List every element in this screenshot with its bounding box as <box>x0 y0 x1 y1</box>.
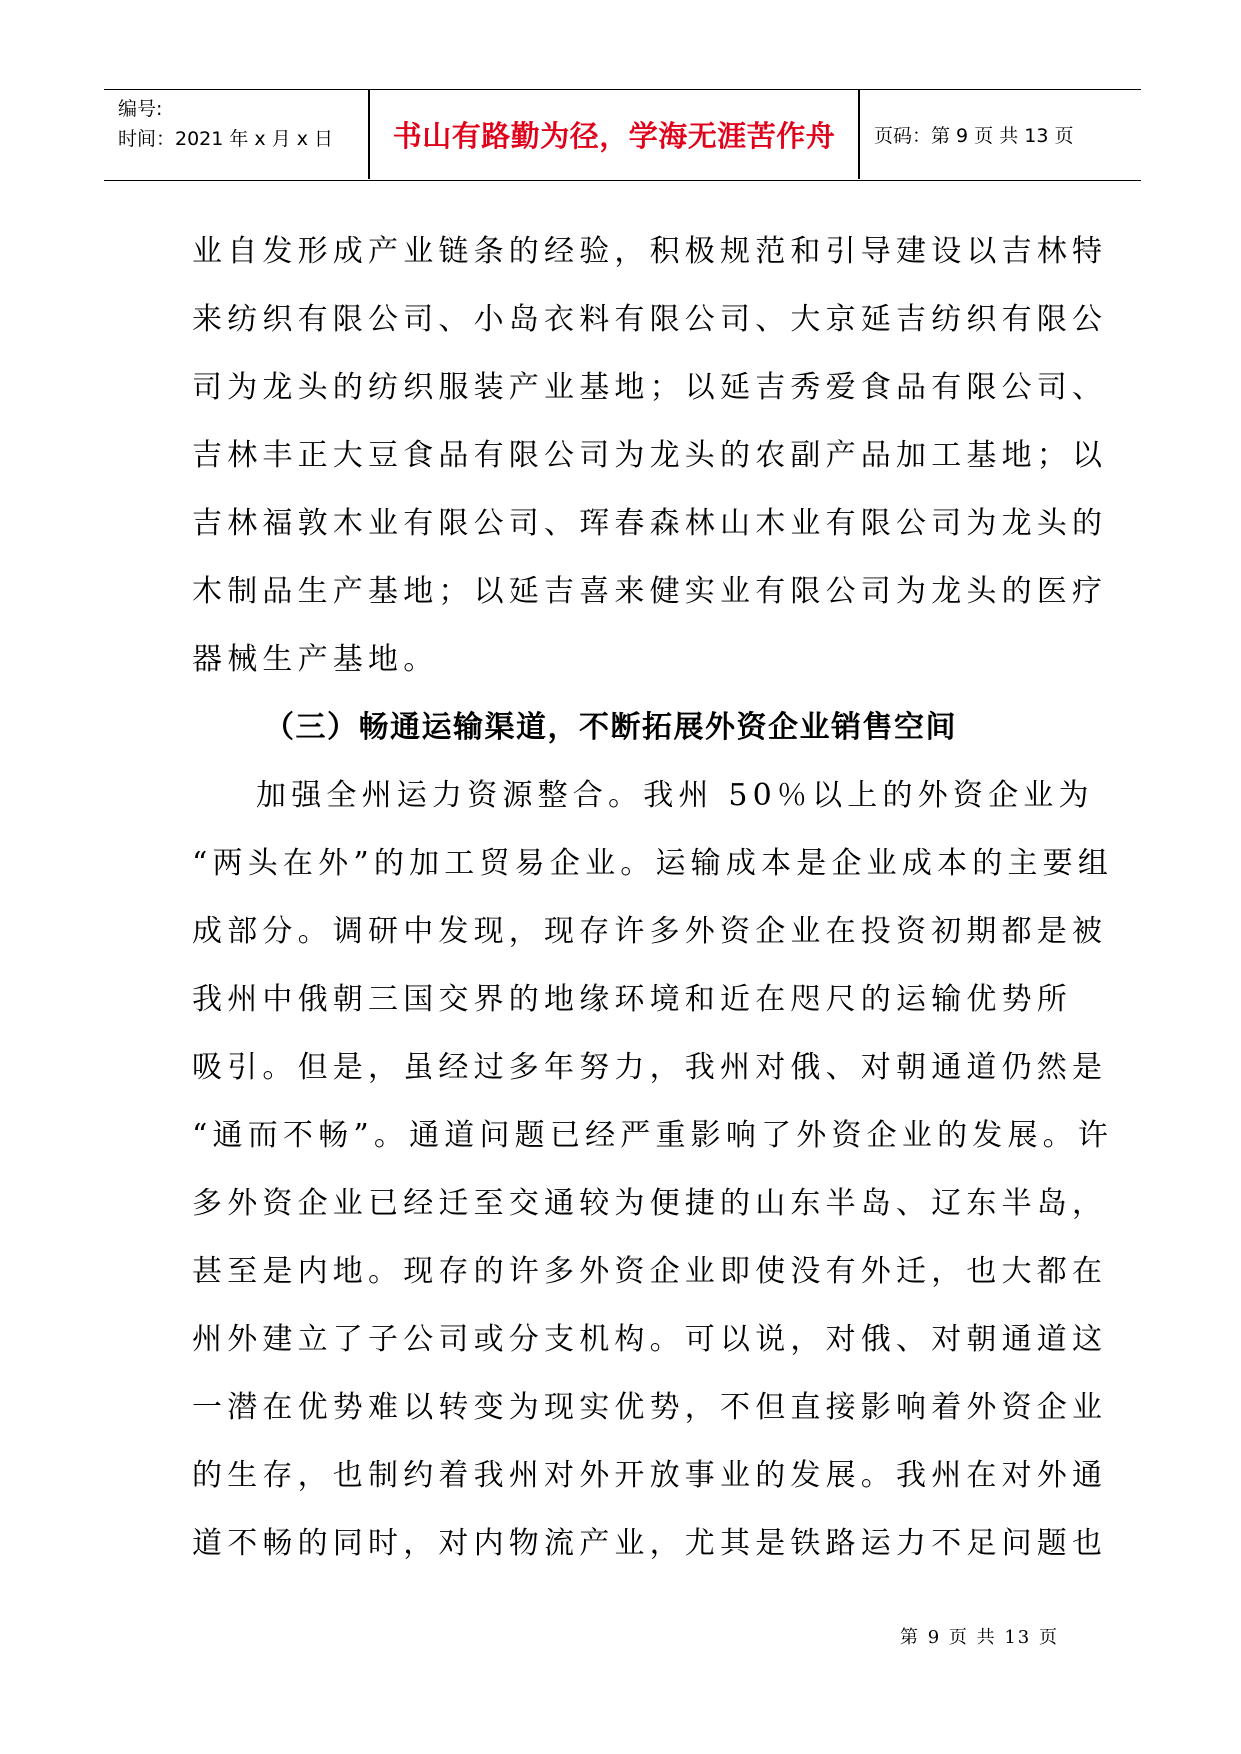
document-body <box>192 218 1114 1578</box>
text-line: 州外建立了子公司或分支机构。可以说，对俄、对朝通道这 <box>192 1322 1108 1357</box>
text-line: “两头在外”的加工贸易企业。运输成本是企业成本的主要组 <box>192 846 1114 881</box>
header-divider <box>858 90 860 179</box>
text-line: 一潜在优势难以转变为现实优势，不但直接影响着外资企业 <box>192 1390 1108 1425</box>
text-line: 吉林福敦木业有限公司、珲春森林山木业有限公司为龙头的 <box>192 506 1108 541</box>
text-line: 成部分。调研中发现，现存许多外资企业在投资初期都是被 <box>192 914 1108 949</box>
text-line: 道不畅的同时，对内物流产业，尤其是铁路运力不足问题也 <box>192 1526 1108 1561</box>
text-line: 吸引。但是，虽经过多年努力，我州对俄、对朝通道仍然是 <box>192 1050 1108 1085</box>
text-line: “通而不畅”。通道问题已经严重影响了外资企业的发展。许 <box>192 1118 1114 1153</box>
text-line: 我州中俄朝三国交界的地缘环境和近在咫尺的运输优势所 <box>192 982 1072 1017</box>
text-line: 甚至是内地。现存的许多外资企业即使没有外迁，也大都在 <box>192 1254 1108 1289</box>
document-number-label: 编号: <box>118 98 163 120</box>
header-meta <box>118 94 368 154</box>
text-line: 器械生产基地。 <box>192 642 439 677</box>
text-line: 业自发形成产业链条的经验，积极规范和引导建设以吉林特 <box>192 234 1108 269</box>
page-header <box>104 89 1141 181</box>
text-line: 来纺织有限公司、小岛衣料有限公司、大京延吉纺织有限公 <box>192 302 1108 337</box>
document-time-label: 时间：2021 年 x 月 x 日 <box>118 128 334 150</box>
text-line: 多外资企业已经迁至交通较为便捷的山东半岛、辽东半岛， <box>192 1186 1108 1221</box>
section-heading: （三）畅通运输渠道，不断拓展外资企业销售空间 <box>264 710 957 745</box>
text-line: 木制品生产基地；以延吉喜来健实业有限公司为龙头的医疗 <box>192 574 1108 609</box>
text-line: 司为龙头的纺织服装产业基地；以延吉秀爱食品有限公司、 <box>192 370 1108 405</box>
header-page-info: 页码：第 9 页 共 13 页 <box>874 125 1074 147</box>
text-line: 的生存，也制约着我州对外开放事业的发展。我州在对外通 <box>192 1458 1108 1493</box>
text-line: 吉林丰正大豆食品有限公司为龙头的农副产品加工基地；以 <box>192 438 1108 473</box>
header-motto: 书山有路勤为径，学海无涯苦作舟 <box>392 119 836 153</box>
page-footer: 第 9 页 共 13 页 <box>900 1627 1059 1648</box>
text-line: 加强全州运力资源整合。我州 50％以上的外资企业为 <box>256 778 1094 813</box>
